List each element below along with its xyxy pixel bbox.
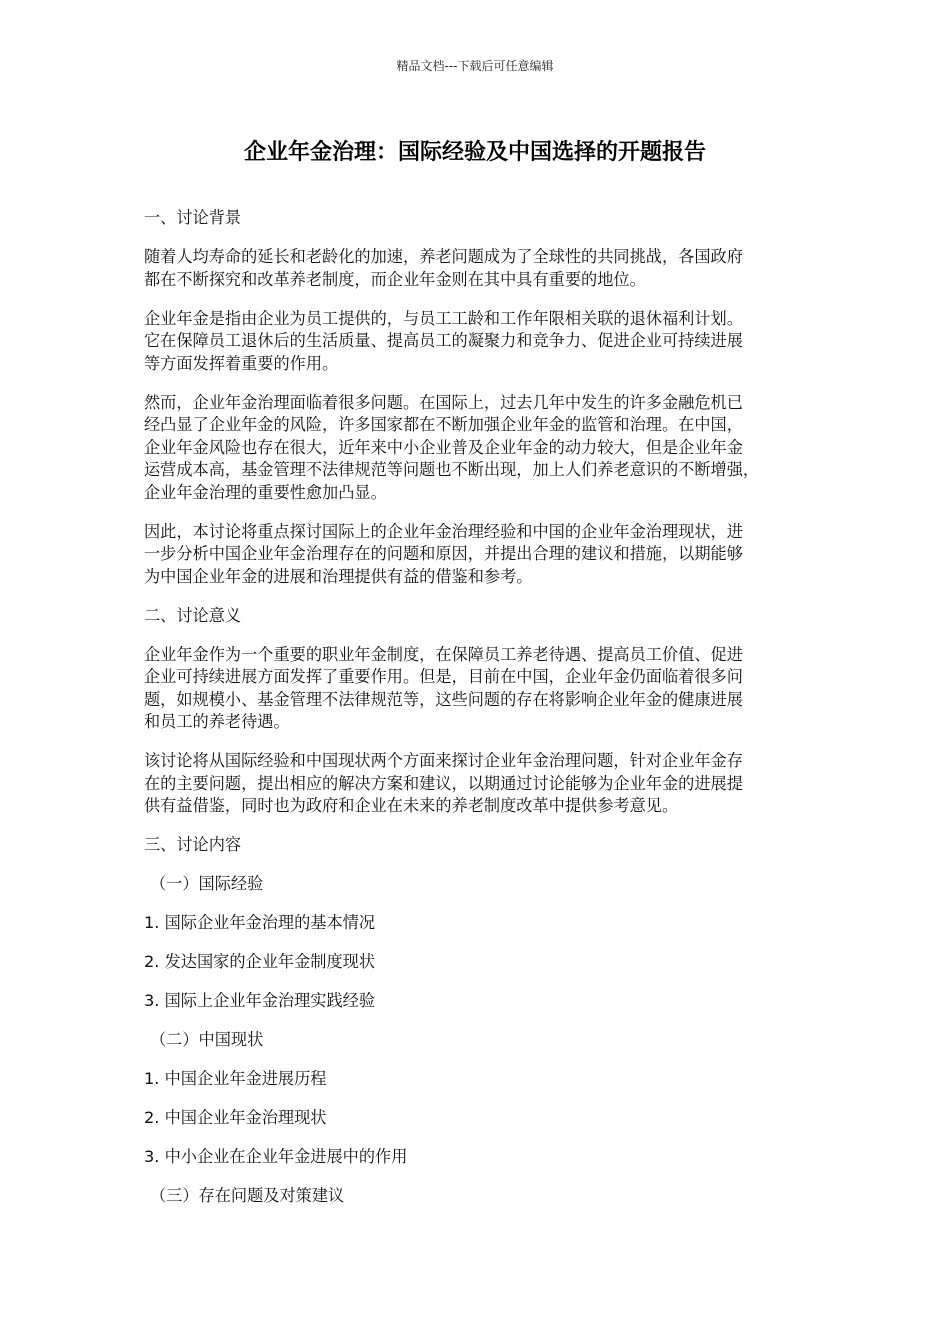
- text-line: 为中国企业年金的进展和治理提供有益的借鉴和参考。: [144, 566, 533, 586]
- text-line: 因此，本讨论将重点探讨国际上的企业年金治理经验和中国的企业年金治理现状，进: [144, 521, 743, 541]
- subsection-heading-problems: （三）存在问题及对策建议: [150, 1186, 345, 1205]
- paragraph-background-4: [144, 521, 806, 589]
- list-item: 2. 发达国家的企业年金制度现状: [144, 952, 376, 971]
- text-line: 在的主要问题，提出相应的解决方案和建议，以期通过讨论能够为企业年金的进展提: [144, 773, 743, 793]
- paragraph-background-1: [144, 246, 806, 291]
- text-line: 随着人均寿命的延长和老龄化的加速，养老问题成为了全球性的共同挑战，各国政府: [144, 247, 743, 266]
- list-item: 1. 中国企业年金进展历程: [144, 1069, 327, 1088]
- section-heading-background: 一、讨论背景: [144, 208, 242, 227]
- list-item: 2. 中国企业年金治理现状: [144, 1108, 327, 1127]
- paragraph-background-3: [144, 392, 806, 505]
- paragraph-significance-2: [144, 750, 806, 818]
- list-item: 3. 中小企业在企业年金进展中的作用: [144, 1147, 408, 1166]
- text-line: 和员工的养老待遇。: [144, 712, 290, 731]
- section-heading-content: 三、讨论内容: [144, 835, 242, 854]
- text-line: 题，如规模小、基金管理不法律规范等，这些问题的存在将影响企业年金的健康进展: [144, 689, 743, 709]
- text-line: 都在不断探究和改革养老制度，而企业年金则在其中具有重要的地位。: [144, 269, 646, 289]
- text-line: 该讨论将从国际经验和中国现状两个方面来探讨企业年金治理问题，针对企业年金存: [144, 751, 743, 770]
- list-item: 1. 国际企业年金治理的基本情况: [144, 913, 376, 932]
- text-line: 等方面发挥着重要的作用。: [144, 353, 339, 373]
- text-line: 企业年金是指由企业为员工提供的，与员工工龄和工作年限相关联的退休福利计划。: [144, 308, 743, 328]
- text-line: 一步分析中国企业年金治理存在的问题和原因，并提出合理的建议和措施，以期能够: [144, 544, 743, 563]
- text-line: 企业年金作为一个重要的职业年金制度，在保障员工养老待遇、提高员工价值、促进: [144, 644, 743, 664]
- subsection-heading-international: （一）国际经验: [150, 874, 264, 893]
- page-header: 精品文档---下载后可任意编辑: [396, 59, 554, 73]
- text-line: 运营成本高，基金管理不法律规范等问题也不断出现，加上人们养老意识的不断增强，: [144, 460, 760, 479]
- subsection-heading-china: （二）中国现状: [150, 1030, 264, 1049]
- text-line: 供有益借鉴，同时也为政府和企业在未来的养老制度改革中提供参考意见。: [144, 796, 679, 815]
- text-line: 企业年金风险也存在很大，近年来中小企业普及企业年金的动力较大，但是企业年金: [144, 437, 743, 457]
- text-line: 然而，企业年金治理面临着很多问题。在国际上，过去几年中发生的许多金融危机已: [144, 392, 743, 412]
- paragraph-background-2: [144, 308, 806, 376]
- text-line: 企业可持续进展方面发挥了重要作用。但是，目前在中国，企业年金仍面临着很多问: [144, 667, 743, 686]
- document-title: 企业年金治理：国际经验及中国选择的开题报告: [243, 140, 706, 165]
- text-line: 企业年金治理的重要性愈加凸显。: [144, 482, 387, 502]
- paragraph-significance-1: [144, 644, 806, 734]
- list-item: 3. 国际上企业年金治理实践经验: [144, 991, 376, 1010]
- text-line: 它在保障员工退休后的生活质量、提高员工的凝聚力和竞争力、促进企业可持续进展: [144, 331, 743, 350]
- document-body: [144, 207, 806, 1224]
- section-heading-significance: 二、讨论意义: [144, 605, 242, 625]
- text-line: 经凸显了企业年金的风险，许多国家都在不断加强企业年金的监管和治理。在中国，: [144, 415, 743, 434]
